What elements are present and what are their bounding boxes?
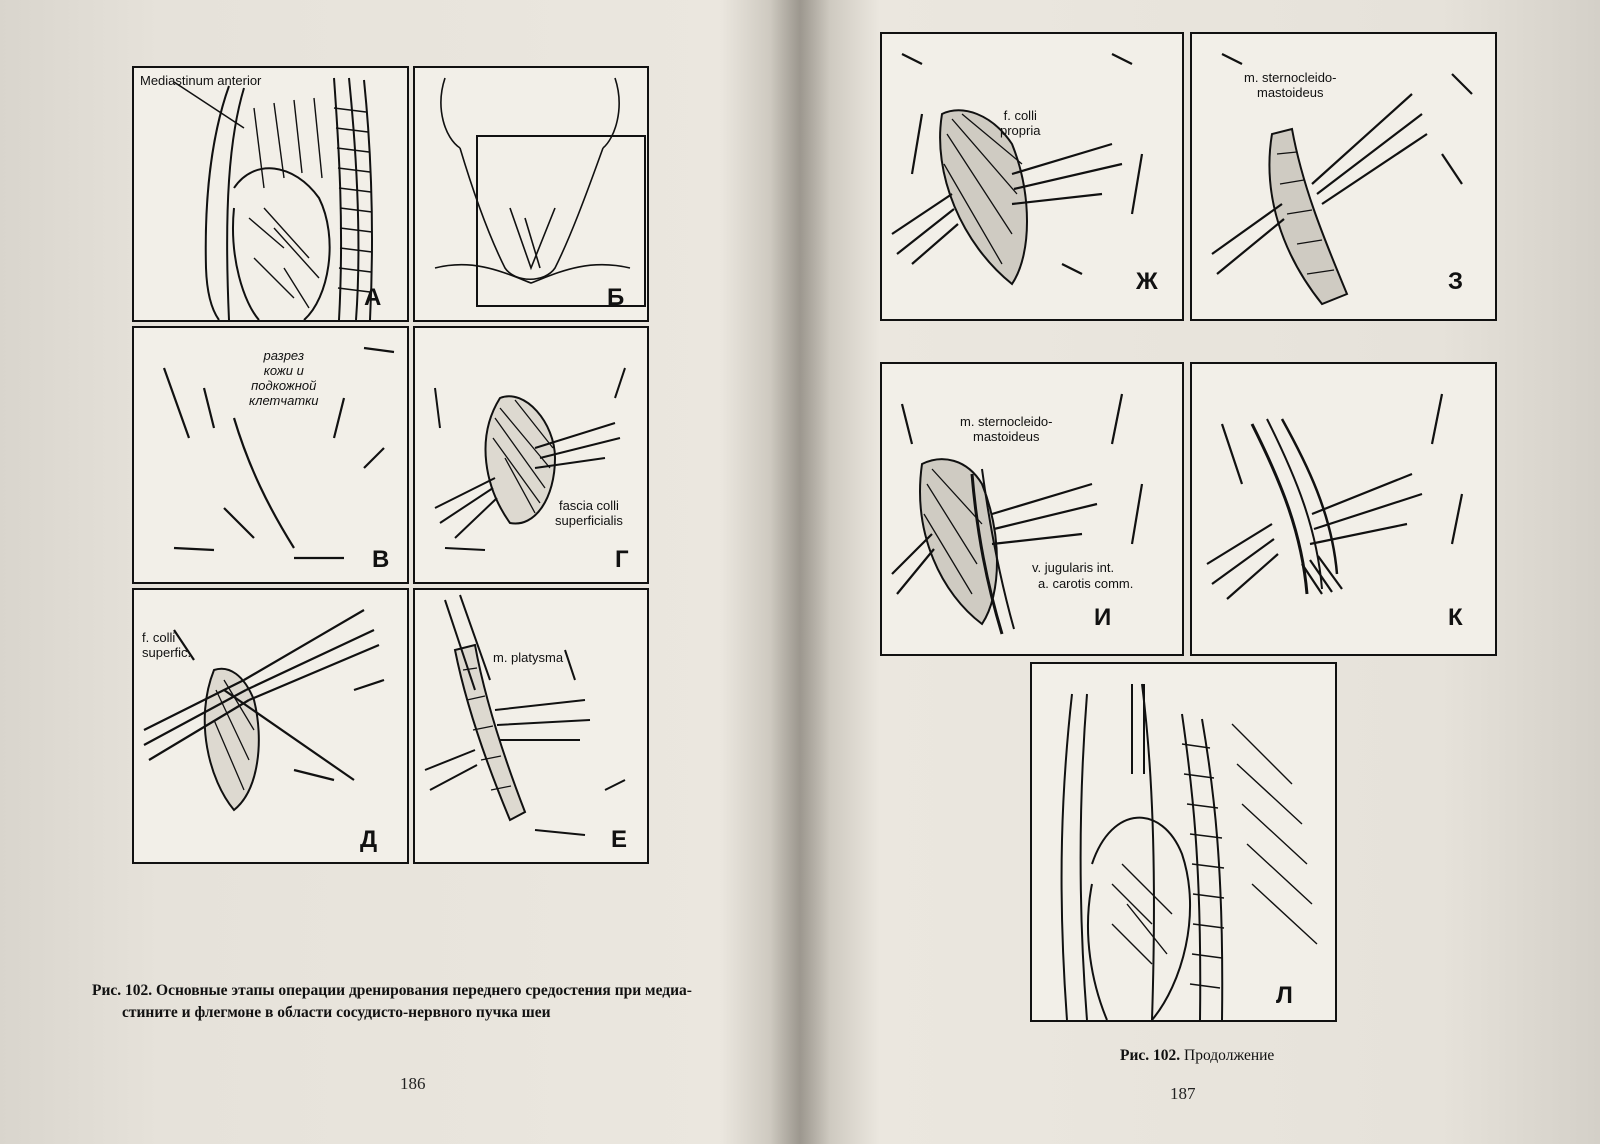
figure-panel-v [132,326,409,584]
figure-panel-b [413,66,649,322]
panel-letter-l: Л [1276,982,1293,1009]
panel-letter-b: Б [607,284,625,311]
label-mediastinum-anterior: Mediastinum anterior [140,73,262,88]
label-m-platysma: m. platysma [493,650,564,665]
figure-panel-g [413,326,649,584]
mediastinal-drain-drawing [1032,664,1335,1020]
figure-panel-zh [880,32,1184,321]
label-f-colli-superfic: f. colli superfic. [142,630,192,660]
figure-caption-left: Рис. 102. Основные этапы операции дренирования переднего средостения при медиа- стините и флегмоне в области сосудисто-нервного пучка шеи [92,982,692,1021]
label-v-jugularis-int: v. jugularis int. [1032,560,1115,575]
panel-letter-z: З [1448,268,1464,295]
page-number-left: 186 [400,1074,426,1093]
figure-panel-d [132,588,409,864]
figure-panel-a [132,66,409,322]
panel-letter-i: И [1094,604,1112,631]
panel-letter-g: Г [615,546,629,573]
panel-letter-k: К [1448,604,1463,631]
label-m-sternocleidomastoideus-i: m. sternocleido- mastoideus [960,414,1053,444]
figure-panel-k [1190,362,1497,656]
panel-letter-a: А [364,284,382,311]
label-a-carotis-comm: a. carotis comm. [1038,576,1134,591]
label-fascia-colli-superficialis: fascia colli superficialis [555,498,623,528]
neck-outline-drawing [415,68,647,320]
panel-letter-e: Е [611,826,628,853]
panel-letter-zh: Ж [1136,268,1158,295]
panel-letter-v: В [372,546,390,573]
page-number-right: 187 [1170,1084,1196,1103]
fascia-superficialis-drawing [415,328,647,582]
mediastinum-drawing [134,68,407,320]
jugular-carotid-exposure-drawing [882,364,1182,654]
figure-panel-l [1030,662,1337,1022]
figure-panel-z [1190,32,1497,321]
figure-panel-e [413,588,649,864]
figure-panel-i [880,362,1184,656]
label-m-sternocleidomastoideus-z: m. sternocleido- mastoideus [1244,70,1337,100]
label-f-colli-propria: f. colli propria [1000,108,1041,138]
figure-caption-right: Рис. 102. Продолжение [1120,1047,1275,1064]
panel-letter-d: Д [360,826,378,853]
platysma-drawing [415,590,647,862]
label-skin-incision: разрез кожи и подкожной клетчатки [249,348,319,408]
book-gutter [770,0,830,1144]
